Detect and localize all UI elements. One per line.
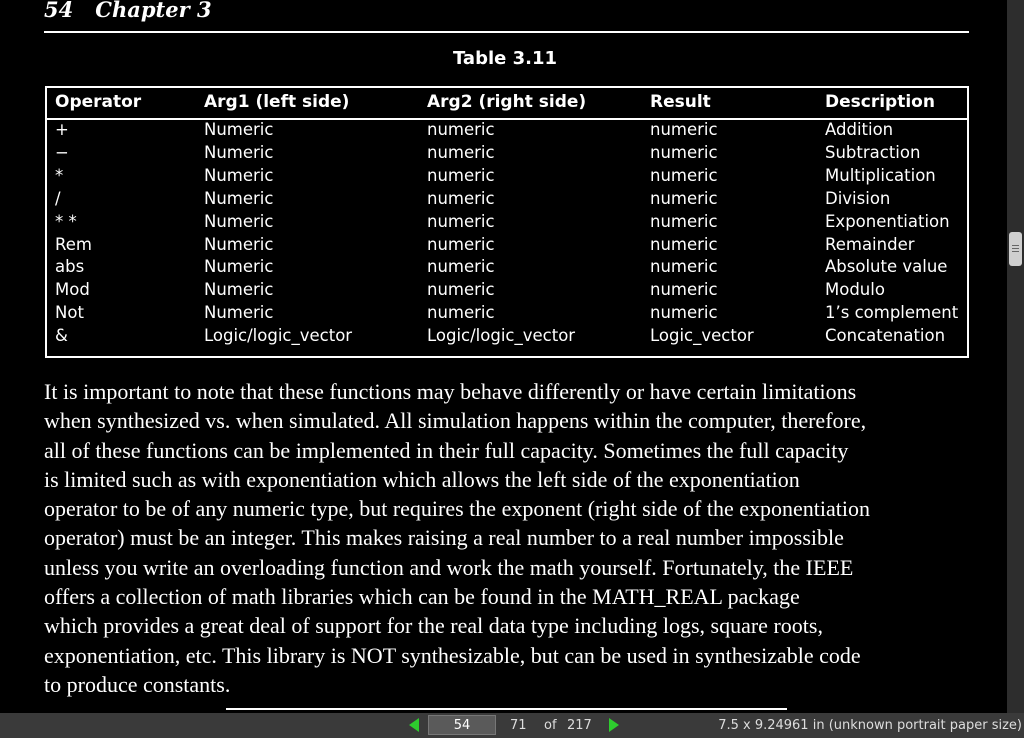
chapter-title: Chapter 3 bbox=[95, 0, 212, 22]
table-row bbox=[47, 166, 967, 189]
table-cell: Numeric bbox=[204, 280, 274, 300]
table-cell: abs bbox=[55, 257, 85, 277]
table-cell: * bbox=[55, 165, 64, 185]
table-cell: Absolute value bbox=[825, 257, 948, 277]
table-row bbox=[47, 212, 967, 235]
table-cell: Numeric bbox=[204, 234, 274, 254]
table-cell: numeric bbox=[427, 280, 495, 300]
paragraph-line: operator to be of any numeric type, but requires the exponent (right side of the exponentiation bbox=[44, 496, 870, 522]
table-cell: numeric bbox=[427, 165, 495, 185]
table-row bbox=[47, 235, 967, 258]
paragraph-line: all of these functions can be implemented in their full capacity. Sometimes the full capacity bbox=[44, 437, 849, 463]
table-cell: 1’s complement bbox=[825, 303, 959, 323]
paragraph-line: to produce constants. bbox=[44, 671, 231, 697]
table-cell: Numeric bbox=[204, 211, 274, 231]
table-cell: numeric bbox=[650, 120, 718, 139]
body-paragraph bbox=[44, 377, 962, 699]
table-cell: Exponentiation bbox=[825, 211, 950, 231]
table-cell: Addition bbox=[825, 120, 894, 139]
table-row bbox=[47, 326, 967, 349]
table-cell: numeric bbox=[650, 165, 718, 185]
table-row bbox=[47, 303, 967, 326]
paragraph-line: unless you write an overloading function and work the math yourself. Fortunately, the IEEE bbox=[44, 554, 854, 580]
table-cell: numeric bbox=[427, 142, 495, 162]
table-cell: − bbox=[55, 142, 69, 162]
table-cell: numeric bbox=[650, 257, 718, 277]
paragraph-line: when synthesized vs. when simulated. All simulation happens within the computer, therefore, bbox=[44, 408, 867, 434]
table-cell: Numeric bbox=[204, 303, 274, 323]
table-cell: numeric bbox=[650, 142, 718, 162]
table-cell: numeric bbox=[427, 234, 495, 254]
table-cell: Numeric bbox=[204, 165, 274, 185]
table-cell: Not bbox=[55, 303, 84, 323]
table-cell: numeric bbox=[427, 257, 495, 277]
table-header-cell: Arg1 (left side) bbox=[204, 92, 350, 112]
table-cell: / bbox=[55, 188, 61, 208]
table-row bbox=[47, 189, 967, 212]
table-cell: Mod bbox=[55, 280, 90, 300]
running-head bbox=[44, 0, 212, 22]
table-cell: numeric bbox=[427, 188, 495, 208]
table-cell: numeric bbox=[650, 303, 718, 323]
paragraph-line: exponentiation, etc. This library is NOT synthesizable, but can be used in synthesizable code bbox=[44, 642, 861, 668]
table-header-row bbox=[47, 88, 967, 120]
page-number: 54 bbox=[44, 0, 74, 22]
table-cell: Logic/logic_vector bbox=[204, 326, 353, 346]
table-cell: Logic/logic_vector bbox=[427, 326, 576, 346]
table-cell: numeric bbox=[427, 211, 495, 231]
status-bar bbox=[0, 713, 1024, 738]
header-rule bbox=[44, 31, 969, 33]
table-cell: Logic_vector bbox=[650, 326, 754, 346]
table-cell: numeric bbox=[650, 188, 718, 208]
table-header-cell: Description bbox=[825, 92, 935, 112]
table-cell: Numeric bbox=[204, 257, 274, 277]
table-cell: Numeric bbox=[204, 142, 274, 162]
page-label: 71 bbox=[510, 718, 527, 733]
table-row bbox=[47, 257, 967, 280]
table-header-cell: Arg2 (right side) bbox=[427, 92, 587, 112]
paragraph-line: offers a collection of math libraries which can be found in the MATH_REAL package bbox=[44, 584, 800, 610]
table-cell: Subtraction bbox=[825, 142, 921, 162]
prev-page-arrow-icon[interactable] bbox=[409, 718, 419, 732]
table-header-cell: Operator bbox=[55, 92, 142, 112]
table-cell: numeric bbox=[650, 211, 718, 231]
table-row bbox=[47, 280, 967, 303]
table-cell: + bbox=[55, 120, 69, 139]
table-cell: numeric bbox=[427, 303, 495, 323]
operators-table bbox=[45, 86, 969, 358]
next-page-edge bbox=[226, 708, 787, 710]
table-cell: Concatenation bbox=[825, 326, 946, 346]
paragraph-line: It is important to note that these functions may behave differently or have certain limitations bbox=[44, 379, 857, 404]
table-cell: numeric bbox=[650, 234, 718, 254]
paper-size-label: 7.5 x 9.24961 in (unknown portrait paper size) bbox=[718, 718, 1022, 733]
table-cell: Modulo bbox=[825, 280, 885, 300]
table-cell: Numeric bbox=[204, 120, 274, 139]
of-label: of bbox=[544, 718, 557, 733]
table-row bbox=[47, 120, 967, 143]
table-row bbox=[47, 143, 967, 166]
next-page-arrow-icon[interactable] bbox=[609, 718, 619, 732]
table-cell: numeric bbox=[650, 280, 718, 300]
table-header-cell: Result bbox=[650, 92, 711, 112]
table-cell: Division bbox=[825, 188, 891, 208]
table-cell: numeric bbox=[427, 120, 495, 139]
total-pages: 217 bbox=[567, 718, 592, 733]
page-number-input[interactable] bbox=[428, 715, 496, 735]
paragraph-line: operator) must be an integer. This makes raising a real number to a real number impossible bbox=[44, 525, 844, 551]
table-caption: Table 3.11 bbox=[452, 48, 558, 69]
table-cell: * * bbox=[55, 211, 77, 231]
table-cell: & bbox=[55, 326, 68, 346]
scrollbar-thumb[interactable] bbox=[1009, 232, 1022, 266]
table-cell: Rem bbox=[55, 234, 92, 254]
table-cell: Multiplication bbox=[825, 165, 936, 185]
table-cell: Remainder bbox=[825, 234, 915, 254]
table-cell: Numeric bbox=[204, 188, 274, 208]
paragraph-line: which provides a great deal of support for the real data type including logs, square roots, bbox=[44, 613, 823, 639]
vertical-scrollbar[interactable] bbox=[1007, 0, 1024, 713]
paragraph-line: is limited such as with exponentiation which allows the left side of the exponentiation bbox=[44, 466, 800, 492]
